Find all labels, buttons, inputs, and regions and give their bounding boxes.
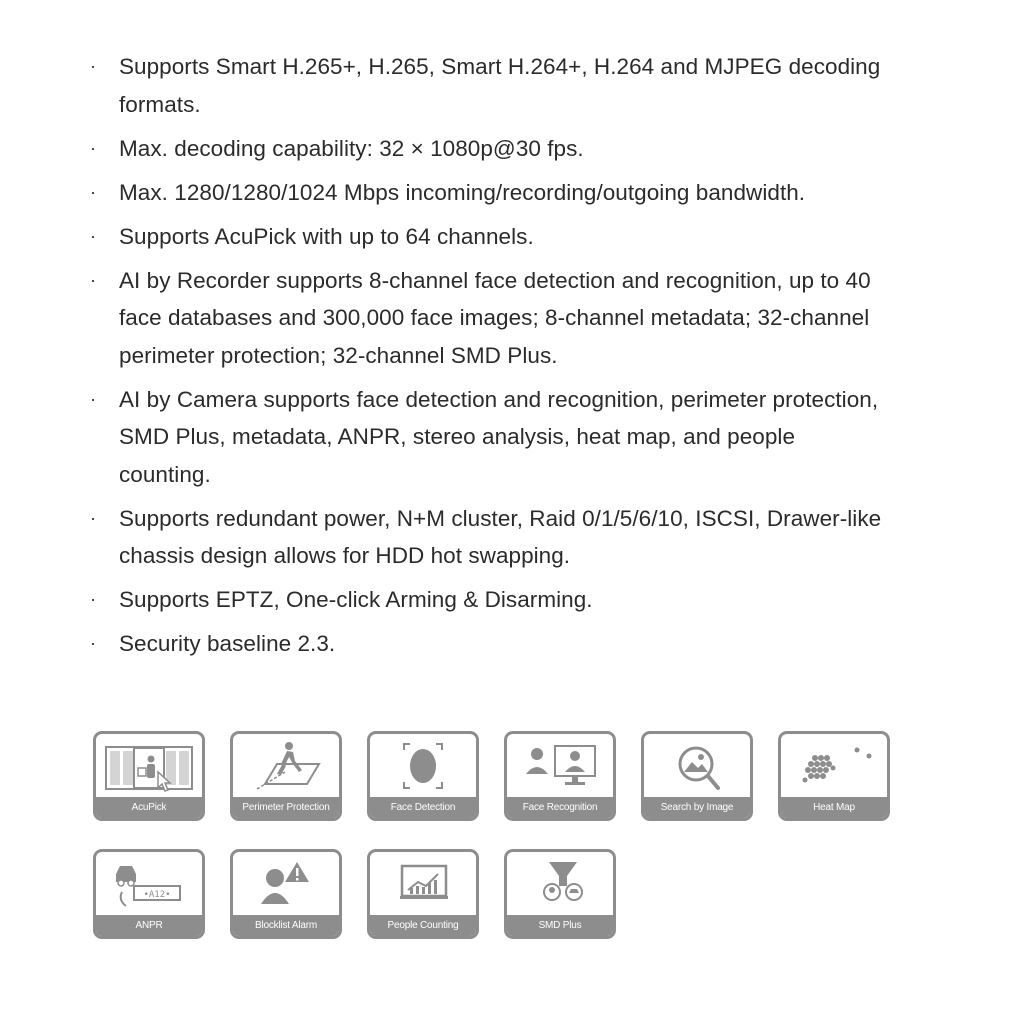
- feature-item: [88, 48, 888, 123]
- perimeter-protection-label: Perimeter Protection: [233, 797, 339, 818]
- feature-text: Supports AcuPick with up to 64 channels.: [119, 223, 534, 249]
- bullet: ·: [89, 56, 97, 76]
- smd-plus-icon: [507, 852, 613, 915]
- perimeter-protection-tile: [230, 731, 342, 821]
- feature-text: Security baseline 2.3.: [119, 631, 336, 656]
- smd-plus-tile: [504, 849, 616, 939]
- search-by-image-label: Search by Image: [644, 797, 750, 818]
- feature-text: Supports redundant power, N+M cluster, Raid 0/1/5/6/10, ISCSI, Drawer-like chassis design allows for HDD hot swapping.: [119, 505, 882, 568]
- feature-text: AI by Recorder supports 8-channel face detection and recognition, up to 40 face databases and 300,000 face images; 8-channel metadata; 32-channel perimeter protection; 32-channel SMD Plus.: [119, 267, 871, 368]
- feature-text: AI by Camera supports face detection and recognition, perimeter protection, SMD Plus, metadata, ANPR, stereo analysis, heat map, and people counting.: [119, 386, 879, 487]
- heat-map-label: Heat Map: [781, 797, 887, 818]
- people-counting-label: People Counting: [370, 915, 476, 936]
- feature-item: [88, 500, 888, 575]
- bullet: ·: [89, 589, 97, 609]
- feature-item: [88, 130, 888, 168]
- bullet: ·: [89, 388, 97, 409]
- feature-item: [88, 625, 888, 663]
- feature-item: [88, 174, 888, 212]
- feature-text: Supports EPTZ, One-click Arming & Disarming.: [119, 587, 593, 612]
- face-recognition-label: Face Recognition: [507, 797, 613, 818]
- face-recognition-icon: [507, 734, 613, 797]
- search-by-image-tile: [641, 731, 753, 821]
- feature-text: Max. decoding capability: 32 × 1080p@30 fps.: [119, 135, 584, 161]
- people-counting-tile: [367, 849, 479, 939]
- svg-text:•A12•: •A12•: [143, 890, 171, 900]
- face-detection-label: Face Detection: [370, 797, 476, 818]
- bullet: ·: [89, 181, 97, 202]
- acupick-tile: [93, 731, 205, 821]
- acupick-icon: [96, 734, 202, 797]
- face-detection-tile: [367, 731, 479, 821]
- blocklist-alarm-tile: [230, 849, 342, 939]
- feature-item: [88, 262, 888, 375]
- heat-map-tile: [778, 731, 890, 821]
- anpr-tile: [93, 849, 205, 939]
- bullet: ·: [89, 137, 97, 158]
- bullet: ·: [89, 507, 97, 528]
- acupick-label: AcuPick: [96, 797, 202, 818]
- anpr-label: ANPR: [96, 915, 202, 936]
- feature-text: Max. 1280/1280/1024 Mbps incoming/recording/outgoing bandwidth.: [119, 179, 806, 205]
- feature-item: [88, 218, 888, 256]
- bullet: ·: [89, 633, 97, 653]
- face-detection-icon: [370, 734, 476, 797]
- people-counting-icon: [370, 852, 476, 915]
- blocklist-alarm-icon: [233, 852, 339, 915]
- feature-list: [88, 48, 888, 669]
- feature-text: Supports Smart H.265+, H.265, Smart H.264+, H.264 and MJPEG decoding formats.: [119, 54, 881, 117]
- blocklist-alarm-label: Blocklist Alarm: [233, 915, 339, 936]
- bullet: ·: [89, 269, 97, 290]
- heat-map-icon: [781, 734, 887, 797]
- face-recognition-tile: [504, 731, 616, 821]
- anpr-icon: [96, 852, 202, 915]
- bullet: ·: [89, 225, 97, 246]
- perimeter-protection-icon: [233, 734, 339, 797]
- feature-item: [88, 381, 888, 494]
- smd-plus-label: SMD Plus: [507, 915, 613, 936]
- search-by-image-icon: [644, 734, 750, 797]
- feature-item: [88, 581, 888, 619]
